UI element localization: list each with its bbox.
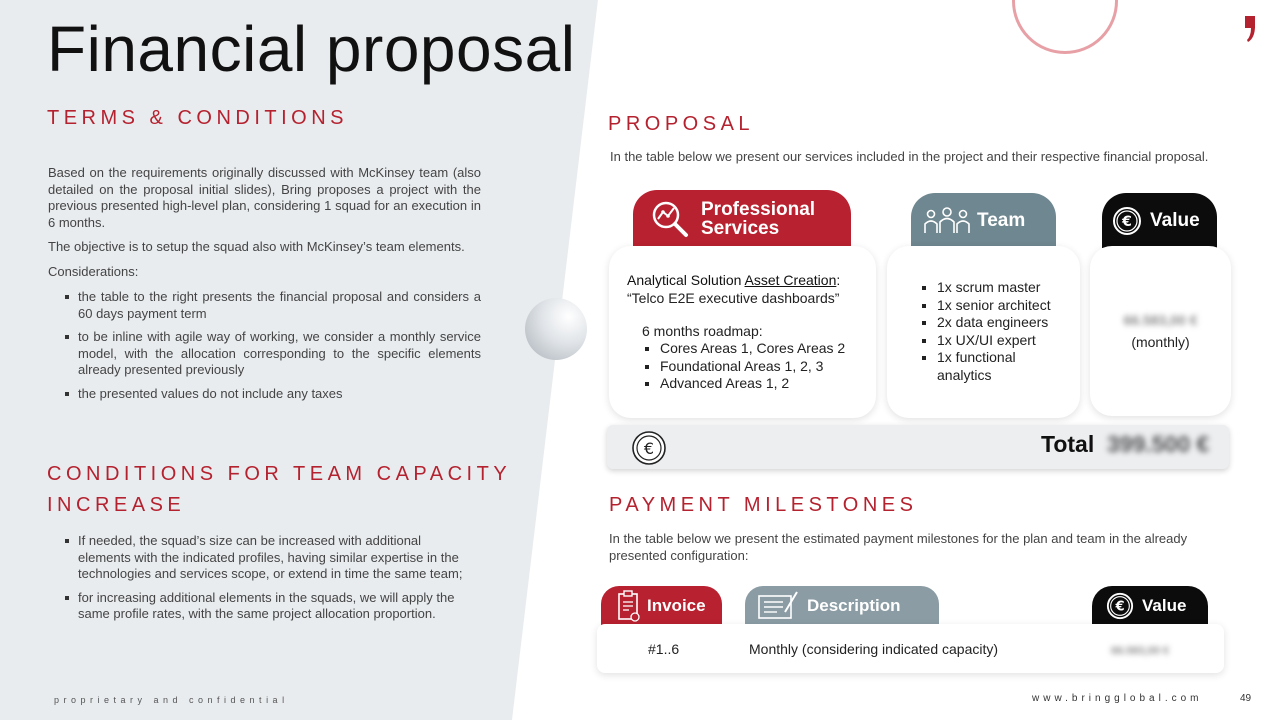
- list-item: Advanced Areas 1, 2: [642, 375, 845, 393]
- svg-text:€: €: [643, 439, 655, 458]
- list-item: 1x functional analytics: [919, 349, 1069, 384]
- capacity-bullet-list: [48, 533, 476, 623]
- tab-milestone-value: [1092, 586, 1208, 626]
- page-number: 49: [1240, 693, 1252, 704]
- tab-invoice-label: Invoice: [647, 596, 706, 615]
- decorative-sphere: [525, 298, 587, 360]
- team-card: [887, 246, 1080, 418]
- milestone-value: 66.583,00 €: [1111, 645, 1170, 657]
- services-colon: :: [836, 272, 841, 288]
- decorative-ring: [1012, 0, 1118, 54]
- list-item: for increasing additional elements in the squads, we will apply the same profile rates, with the same project allocation proportion.: [48, 590, 476, 623]
- tab-value: [1102, 193, 1217, 248]
- tab-invoice: [601, 586, 722, 626]
- proposal-intro: In the table below we present our services included in the project and their respective financial proposal.: [610, 149, 1209, 164]
- terms-bullet-list: [48, 289, 481, 402]
- services-title: [627, 271, 872, 289]
- list-item: 1x scrum master: [919, 279, 1069, 297]
- tab-value-label: Value: [1150, 209, 1200, 231]
- terms-paragraph: Considerations:: [48, 263, 139, 279]
- tab-description: [745, 586, 939, 626]
- svg-text:€: €: [1115, 599, 1125, 615]
- list-item: the presented values do not include any taxes: [48, 386, 481, 403]
- tab-description-label: Description: [807, 596, 901, 615]
- services-card: [609, 246, 876, 418]
- invoice-clipboard-icon: [617, 590, 641, 622]
- services-subtitle: “Telco E2E executive dashboards”: [627, 290, 840, 306]
- milestones-heading: PAYMENT MILESTONES: [609, 494, 918, 516]
- euro-coin-icon: [1112, 206, 1142, 236]
- monthly-value-amount: 66.583,00 €: [1123, 312, 1198, 328]
- footer-website-link[interactable]: www.bringglobal.com: [1032, 693, 1203, 704]
- list-item: the table to the right presents the financial proposal and considers a 60 days payment term: [48, 289, 481, 322]
- value-card: [1090, 246, 1231, 416]
- total-bar: [607, 425, 1229, 469]
- tab-team-label: Team: [977, 209, 1026, 231]
- tab-label-line: Services: [701, 218, 780, 239]
- page-title: Financial proposal: [47, 13, 576, 85]
- capacity-heading: CONDITIONS FOR TEAM CAPACITY INCREASE: [47, 463, 511, 516]
- team-list: [919, 279, 1069, 384]
- quote-mark-icon: [1243, 14, 1257, 44]
- roadmap-list: [642, 340, 845, 393]
- services-prefix: Analytical Solution: [627, 272, 745, 288]
- capacity-body: [48, 533, 476, 630]
- monthly-value-period: (monthly): [1131, 334, 1190, 350]
- tab-professional-services: [633, 190, 851, 248]
- footer-confidential: proprietary and confidential: [54, 695, 289, 705]
- svg-text:€: €: [1122, 213, 1132, 230]
- milestone-description: Monthly (considering indicated capacity): [749, 641, 999, 657]
- tab-team: [911, 193, 1056, 248]
- proposal-heading: PROPOSAL: [608, 113, 755, 135]
- tab-professional-services-label: [701, 200, 815, 238]
- tab-milestone-value-label: Value: [1142, 596, 1187, 615]
- team-people-icon: [921, 206, 973, 236]
- list-item: Cores Areas 1, Cores Areas 2: [642, 340, 845, 358]
- terms-paragraph: The objective is to setup the squad also with McKinsey’s team elements.: [48, 239, 465, 254]
- terms-body: [48, 165, 481, 409]
- tab-label-line: Professional: [701, 199, 816, 220]
- total-label: Total: [1041, 431, 1095, 457]
- euro-coin-icon: [1106, 592, 1134, 620]
- list-item: to be inline with agile way of working, we consider a monthly service model, with the allocation corresponding to the specific elements already presented previously: [48, 329, 481, 379]
- milestones-intro: In the table below we present the estimated payment milestones for the plan and team in the already presented configuration:: [609, 531, 1188, 563]
- description-document-icon: [757, 590, 799, 622]
- list-item: If needed, the squad’s size can be increased with additional elements with the indicated profiles, having similar expertise in the technologies and services scope, or extend in time the same team;: [48, 533, 476, 583]
- terms-paragraph: Based on the requirements originally discussed with McKinsey team (also detailed on the proposal initial slides), Bring proposes a project with the previous presented high-level plan, considering 1 squad for an execution in 6 months.: [48, 165, 481, 230]
- milestone-invoice: #1..6: [648, 641, 680, 657]
- list-item: 1x UX/UI expert: [919, 332, 1069, 350]
- services-link: Asset Creation: [744, 272, 837, 288]
- list-item: Foundational Areas 1, 2, 3: [642, 358, 845, 376]
- analytics-magnifier-icon: [649, 199, 691, 239]
- total-amount: 399.500 €: [1107, 431, 1210, 457]
- terms-heading: TERMS & CONDITIONS: [47, 107, 349, 129]
- milestone-row: [597, 624, 1224, 673]
- roadmap-label: 6 months roadmap:: [642, 323, 763, 339]
- total-euro-icon: [631, 430, 667, 471]
- list-item: 1x senior architect: [919, 297, 1069, 315]
- list-item: 2x data engineers: [919, 314, 1069, 332]
